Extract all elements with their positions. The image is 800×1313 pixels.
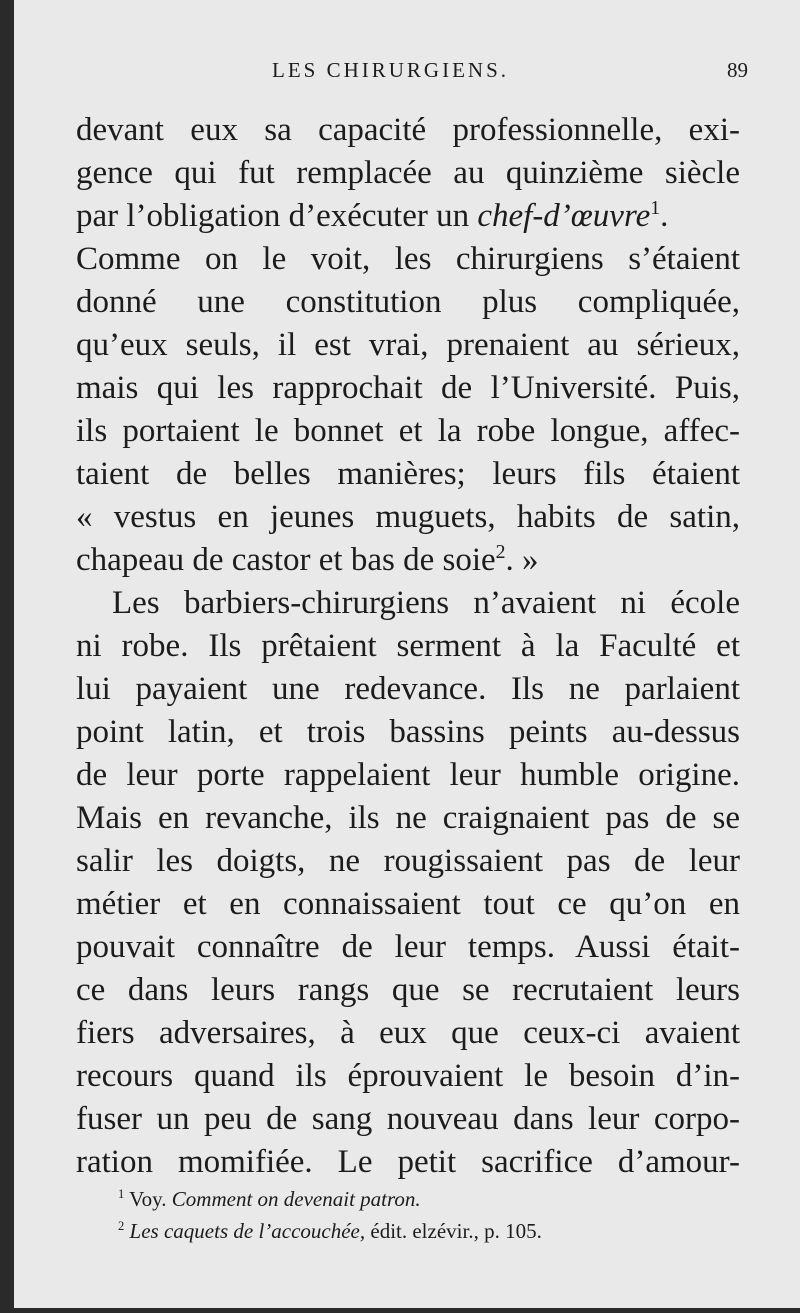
text-line-23: recours quand ils éprouvaient le besoin d’in- xyxy=(76,1058,740,1094)
footnote-1 xyxy=(118,1184,421,1214)
text-line-1: devant eux sa capacité professionnelle, exi- xyxy=(76,112,740,148)
text-line-3 xyxy=(76,194,740,238)
text-line-25: ration momifiée. Le petit sacrifice d’amour- xyxy=(76,1144,740,1180)
footnote-ref-1: 1 xyxy=(650,197,661,219)
text-line-7: mais qui les rapprochait de l’Université. Puis, xyxy=(76,370,740,406)
book-page xyxy=(14,0,800,1308)
footnote-2-mark: 2 xyxy=(118,1219,125,1233)
running-head-title: LES CHIRURGIENS. xyxy=(272,58,510,82)
text-line-13: ni robe. Ils prêtaient serment à la Faculté et xyxy=(76,628,740,664)
text-line-8: ils portaient le bonnet et la robe longue, affec- xyxy=(76,413,740,449)
text-line-3-lead: par l’obligation d’exécuter un xyxy=(76,198,478,234)
text-line-16: de leur porte rappelaient leur humble origine. xyxy=(76,757,740,793)
text-line-20: pouvait connaître de leur temps. Aussi était- xyxy=(76,929,740,965)
text-line-24: fuser un peu de sang nouveau dans leur corpo- xyxy=(76,1101,740,1137)
text-line-11-lead: chapeau de castor et bas de soie xyxy=(76,542,496,578)
footnote-2-tail: édit. elzévir., p. 105. xyxy=(365,1219,542,1243)
text-line-2: gence qui fut remplacée au quinzième siècle xyxy=(76,155,740,191)
text-line-15: point latin, et trois bassins peints au-dessus xyxy=(76,714,740,750)
text-line-19: métier et en connaissaient tout ce qu’on en xyxy=(76,886,740,922)
text-line-11 xyxy=(76,538,740,582)
text-line-14: lui payaient une redevance. Ils ne parlaient xyxy=(76,671,740,707)
text-line-21: ce dans leurs rangs que se recrutaient leurs xyxy=(76,972,740,1008)
text-line-10: « vestus en jeunes muguets, habits de satin, xyxy=(76,499,740,535)
chef-oeuvre-italic: chef-d’œuvre xyxy=(477,198,651,234)
footnote-1-lead: Voy. xyxy=(129,1187,172,1211)
text-line-3-tail: . xyxy=(660,198,669,234)
footnote-1-mark: 1 xyxy=(118,1187,125,1201)
running-head xyxy=(14,58,800,88)
footnote-ref-2: 2 xyxy=(495,541,506,563)
page-number: 89 xyxy=(727,58,748,82)
text-line-18: salir les doigts, ne rougissaient pas de leur xyxy=(76,843,740,879)
text-line-4: Comme on le voit, les chirurgiens s’étaient xyxy=(76,241,740,277)
footnote-1-title: Comment on devenait patron. xyxy=(171,1187,421,1211)
text-line-9: taient de belles manières; leurs fils étaient xyxy=(76,456,740,492)
footnote-2-title: Les caquets de l’accouchée, xyxy=(129,1219,366,1243)
text-line-12: Les barbiers-chirurgiens n’avaient ni école xyxy=(112,585,740,621)
text-line-11-tail: . » xyxy=(505,542,539,578)
text-line-17: Mais en revanche, ils ne craignaient pas de se xyxy=(76,800,740,836)
text-line-6: qu’eux seuls, il est vrai, prenaient au sérieux, xyxy=(76,327,740,363)
text-line-22: fiers adversaires, à eux que ceux-ci avaient xyxy=(76,1015,740,1051)
text-line-5: donné une constitution plus compliquée, xyxy=(76,284,740,320)
footnote-2 xyxy=(118,1216,542,1246)
